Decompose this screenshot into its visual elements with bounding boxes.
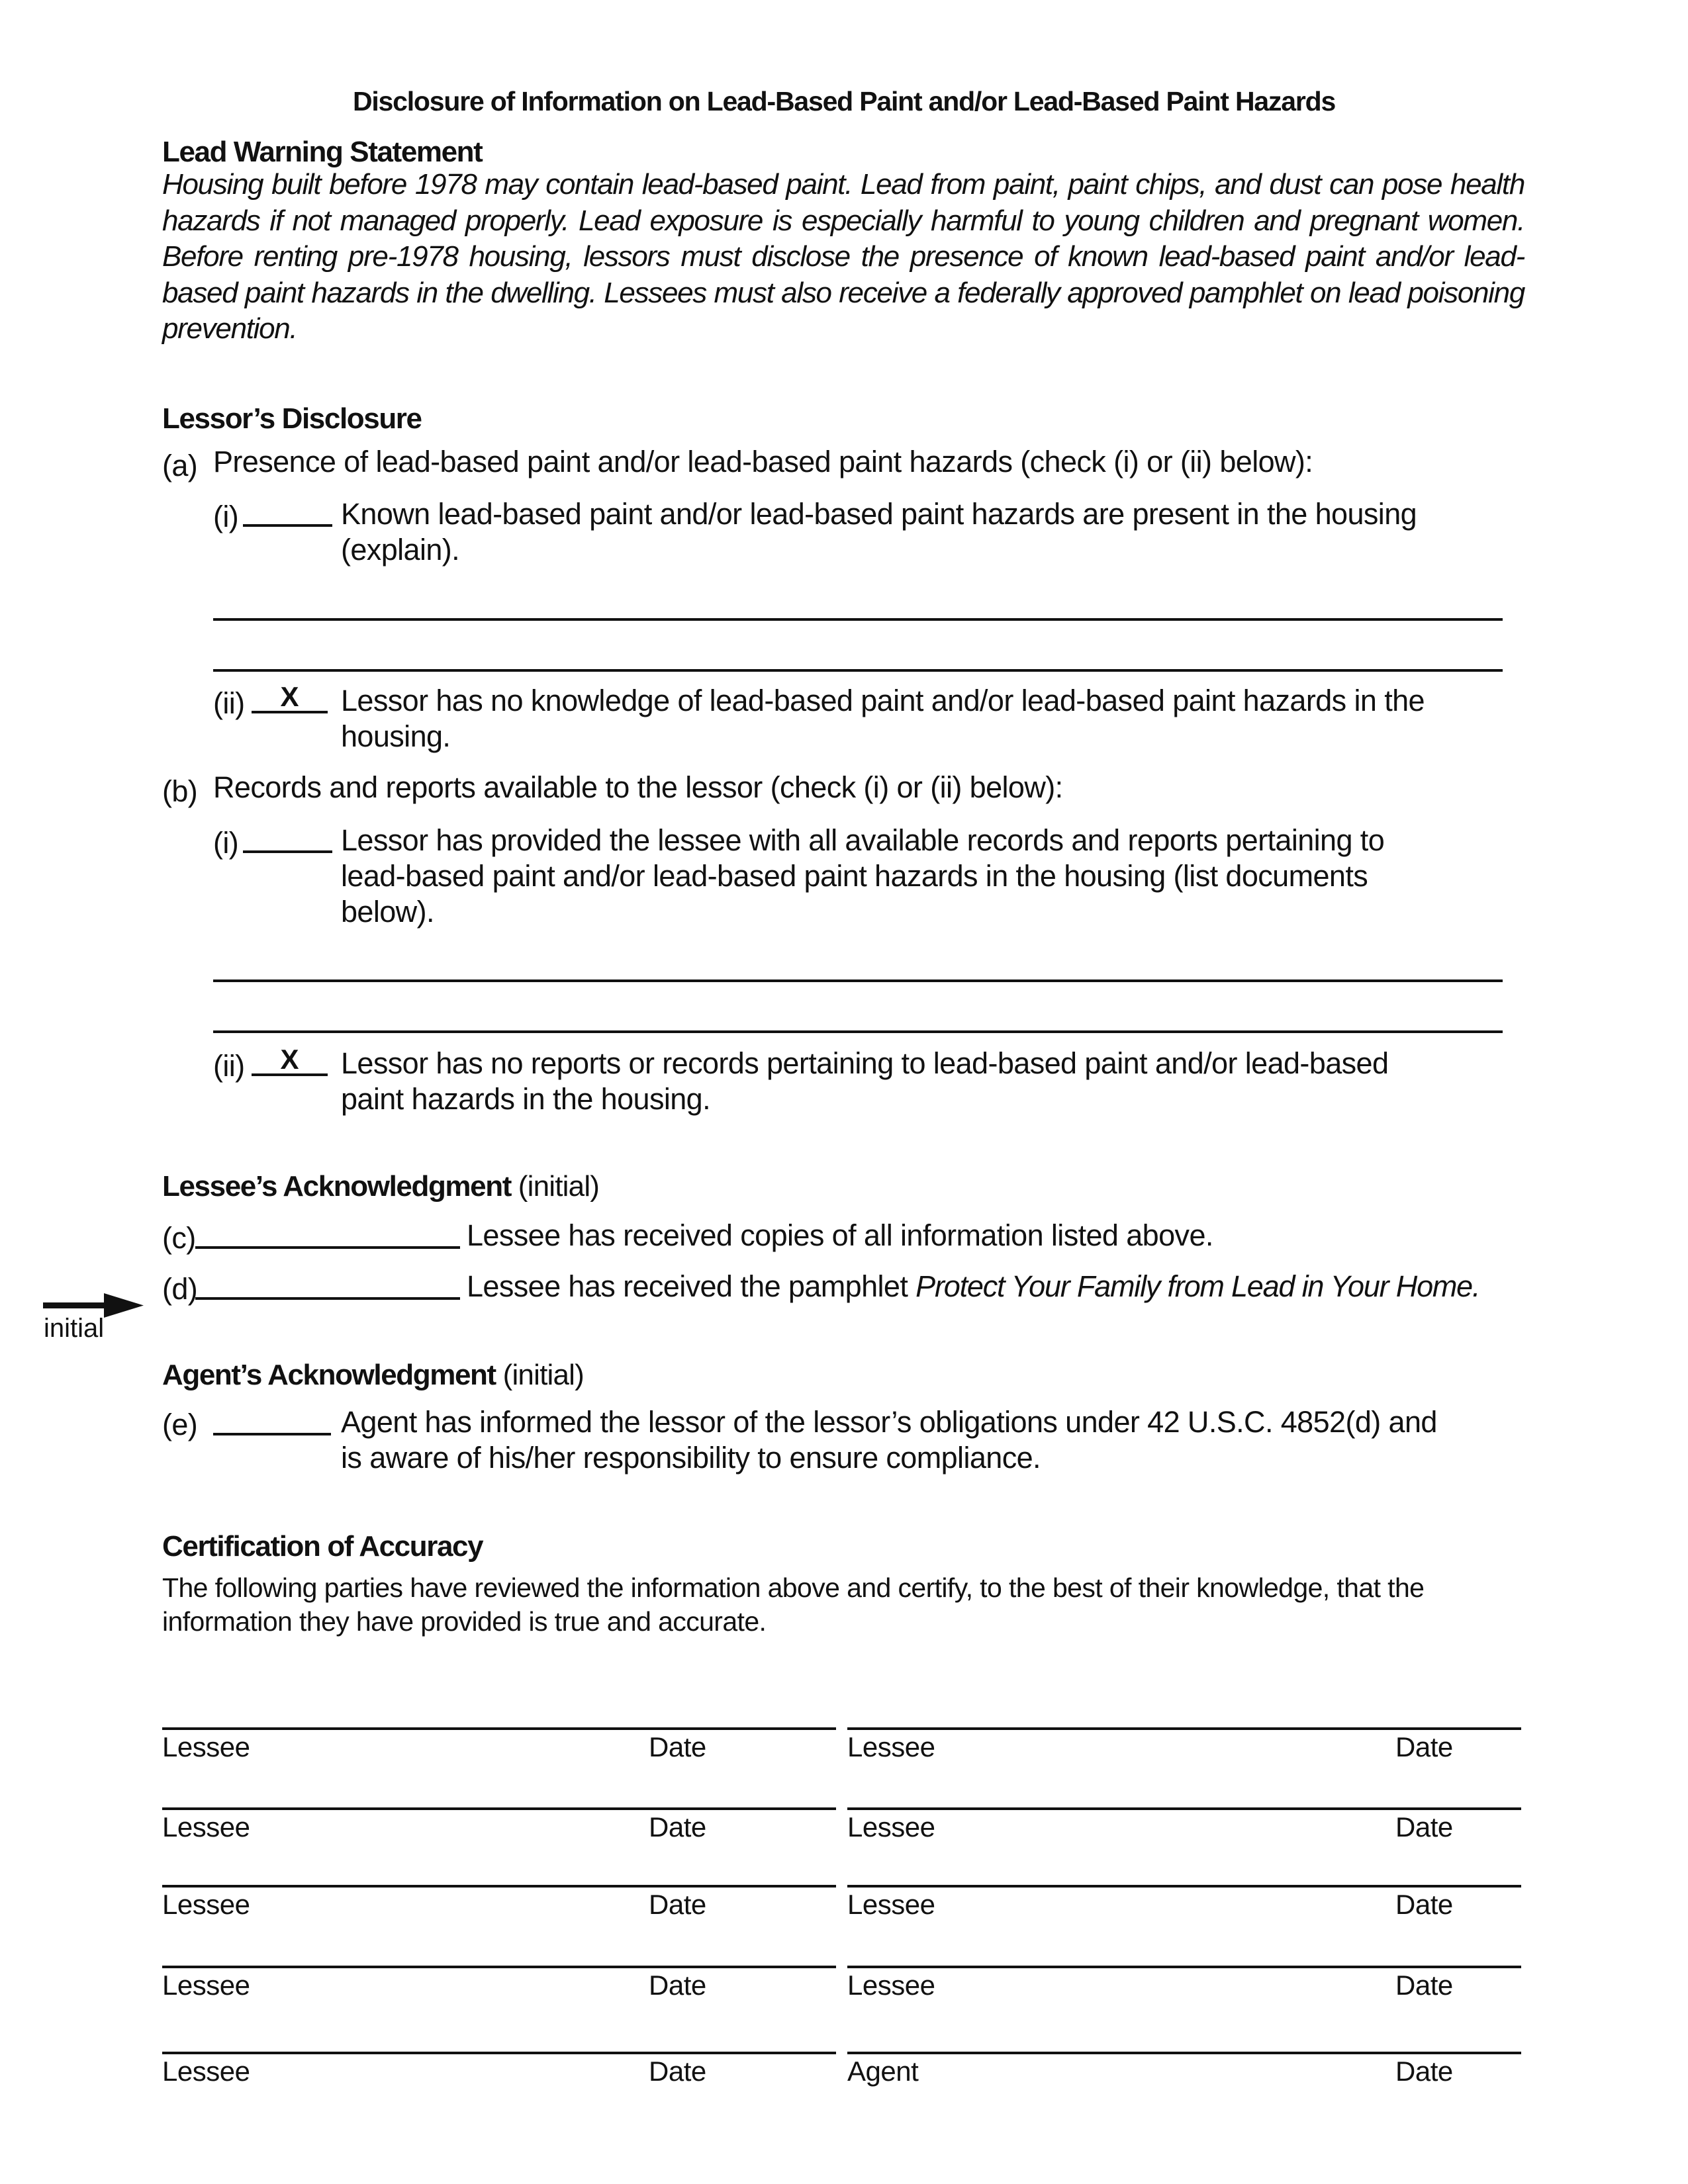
lessee-ack-heading (162, 1170, 599, 1203)
item-a-i-check-field[interactable] (243, 498, 332, 530)
signature-line-right-5[interactable] (847, 2052, 1521, 2054)
agent-ack-heading-text: Agent’s Acknowledgment (162, 1359, 496, 1391)
lead-warning-text: Housing built before 1978 may contain lead-based paint. Lead from paint, paint chips, and dust can pose health hazards if not managed properly. Lead exposure is especially harmful to young children and pregnant women. Before renting pre-1978 housing, lessors must disclose the presence of known lead-based paint and/or lead-based paint hazards in the dwelling. Lessees must also receive a federally approved pamphlet on lead poisoning prevention. (162, 168, 1524, 345)
item-e-marker: (e) (162, 1408, 198, 1441)
signature-date-left-3: Date (649, 1889, 706, 1920)
documents-line-2[interactable] (213, 1030, 1503, 1033)
documents-line-1[interactable] (213, 979, 1503, 982)
signature-line-left-3[interactable] (162, 1885, 836, 1888)
item-b-ii-line2: paint hazards in the housing. (341, 1082, 710, 1116)
item-e-line1: Agent has informed the lessor of the lessor’s obligations under 42 U.S.C. 4852(d) and (341, 1405, 1437, 1439)
item-b-i-check-field[interactable] (243, 824, 332, 856)
item-a-ii-line2: housing. (341, 719, 451, 753)
item-a-i-text (341, 496, 1532, 568)
initial-here-note: initial (44, 1314, 105, 1343)
signature-role-left-2: Lessee (162, 1811, 250, 1843)
item-b-ii-line1: Lessor has no reports or records pertaining to lead-based paint and/or lead-based (341, 1046, 1389, 1080)
item-a-ii-line1: Lessor has no knowledge of lead-based paint and/or lead-based paint hazards in the (341, 684, 1425, 717)
signature-role-left-1: Lessee (162, 1731, 250, 1762)
item-e-text (341, 1404, 1532, 1476)
item-d-initial-field[interactable] (195, 1271, 460, 1303)
signature-date-left-2: Date (649, 1811, 706, 1843)
signature-line-right-1[interactable] (847, 1727, 1521, 1730)
signature-role-left-5: Lessee (162, 2056, 250, 2087)
item-b-ii-check-field[interactable] (252, 1044, 328, 1079)
item-a-ii-marker: (ii) (213, 686, 245, 720)
item-b-i-line1: Lessor has provided the lessee with all available records and reports pertaining to (341, 823, 1385, 857)
item-d-marker: (d) (162, 1272, 198, 1306)
signature-role-right-1: Lessee (847, 1731, 935, 1762)
signature-date-left-4: Date (649, 1970, 706, 2001)
item-d-text-prefix: Lessee has received the pamphlet (467, 1269, 908, 1303)
signature-line-left-2[interactable] (162, 1807, 836, 1810)
explain-line-1[interactable] (213, 618, 1503, 621)
item-d-text (467, 1269, 1479, 1304)
certification-text: The following parties have reviewed the information above and certify, to the best of their knowledge, that the information they have provided is true and accurate. (162, 1572, 1425, 1637)
item-a-ii-text (341, 683, 1532, 754)
signature-date-left-1: Date (649, 1731, 706, 1762)
item-b-ii-marker: (ii) (213, 1049, 245, 1083)
item-e-initial-field[interactable] (213, 1406, 331, 1439)
signature-date-right-1: Date (1395, 1731, 1453, 1762)
lessor-disclosure-heading: Lessor’s Disclosure (162, 402, 422, 435)
signature-date-left-5: Date (649, 2056, 706, 2087)
item-b-ii-text (341, 1046, 1532, 1117)
item-a-i-line1: Known lead-based paint and/or lead-based paint hazards are present in the housing (341, 497, 1417, 531)
item-a-marker: (a) (162, 449, 198, 482)
signature-role-right-3: Lessee (847, 1889, 935, 1920)
item-b-i-line2: lead-based paint and/or lead-based paint hazards in the housing (list documents (341, 859, 1368, 893)
item-b-i-marker: (i) (213, 826, 239, 860)
explain-line-2[interactable] (213, 669, 1503, 672)
signature-line-left-5[interactable] (162, 2052, 836, 2054)
item-b-text: Records and reports available to the lessor (check (i) or (ii) below): (213, 770, 1063, 804)
agent-ack-heading-note: (initial) (502, 1359, 584, 1391)
signature-role-right-2: Lessee (847, 1811, 935, 1843)
item-a-text: Presence of lead-based paint and/or lead-based paint hazards (check (i) or (ii) below): (213, 445, 1313, 478)
document-title: Disclosure of Information on Lead-Based Paint and/or Lead-Based Paint Hazards (352, 86, 1336, 116)
signature-role-right-5: Agent (847, 2056, 919, 2087)
signature-date-right-2: Date (1395, 1811, 1453, 1843)
item-c-initial-field[interactable] (195, 1220, 460, 1252)
item-a-ii-check-value: X (280, 681, 299, 712)
item-a-ii-check-field[interactable] (252, 681, 328, 717)
signature-date-right-3: Date (1395, 1889, 1453, 1920)
item-b-marker: (b) (162, 774, 198, 808)
lead-warning-heading: Lead Warning Statement (162, 136, 483, 168)
lessee-ack-heading-text: Lessee’s Acknowledgment (162, 1170, 511, 1203)
signature-line-right-2[interactable] (847, 1807, 1521, 1810)
signature-line-left-4[interactable] (162, 1966, 836, 1968)
signature-line-right-4[interactable] (847, 1966, 1521, 1968)
item-a-i-line2: (explain). (341, 533, 460, 567)
item-b-ii-check-value: X (280, 1044, 299, 1075)
signature-role-left-3: Lessee (162, 1889, 250, 1920)
signature-line-right-3[interactable] (847, 1885, 1521, 1888)
item-a-i-marker: (i) (213, 500, 239, 533)
item-b-i-line3: below). (341, 895, 434, 929)
certification-heading: Certification of Accuracy (162, 1530, 483, 1563)
signature-role-right-4: Lessee (847, 1970, 935, 2001)
item-e-line2: is aware of his/her responsibility to ensure compliance. (341, 1441, 1041, 1475)
agent-ack-heading (162, 1359, 584, 1392)
item-c-marker: (c) (162, 1221, 196, 1255)
signature-role-left-4: Lessee (162, 1970, 250, 2001)
signature-line-left-1[interactable] (162, 1727, 836, 1730)
pamphlet-title: Protect Your Family from Lead in Your Home. (915, 1269, 1480, 1303)
lessee-ack-heading-note: (initial) (518, 1170, 600, 1203)
signature-date-right-4: Date (1395, 1970, 1453, 2001)
item-c-text: Lessee has received copies of all information listed above. (467, 1218, 1213, 1252)
item-b-i-text (341, 823, 1532, 930)
signature-date-right-5: Date (1395, 2056, 1453, 2087)
